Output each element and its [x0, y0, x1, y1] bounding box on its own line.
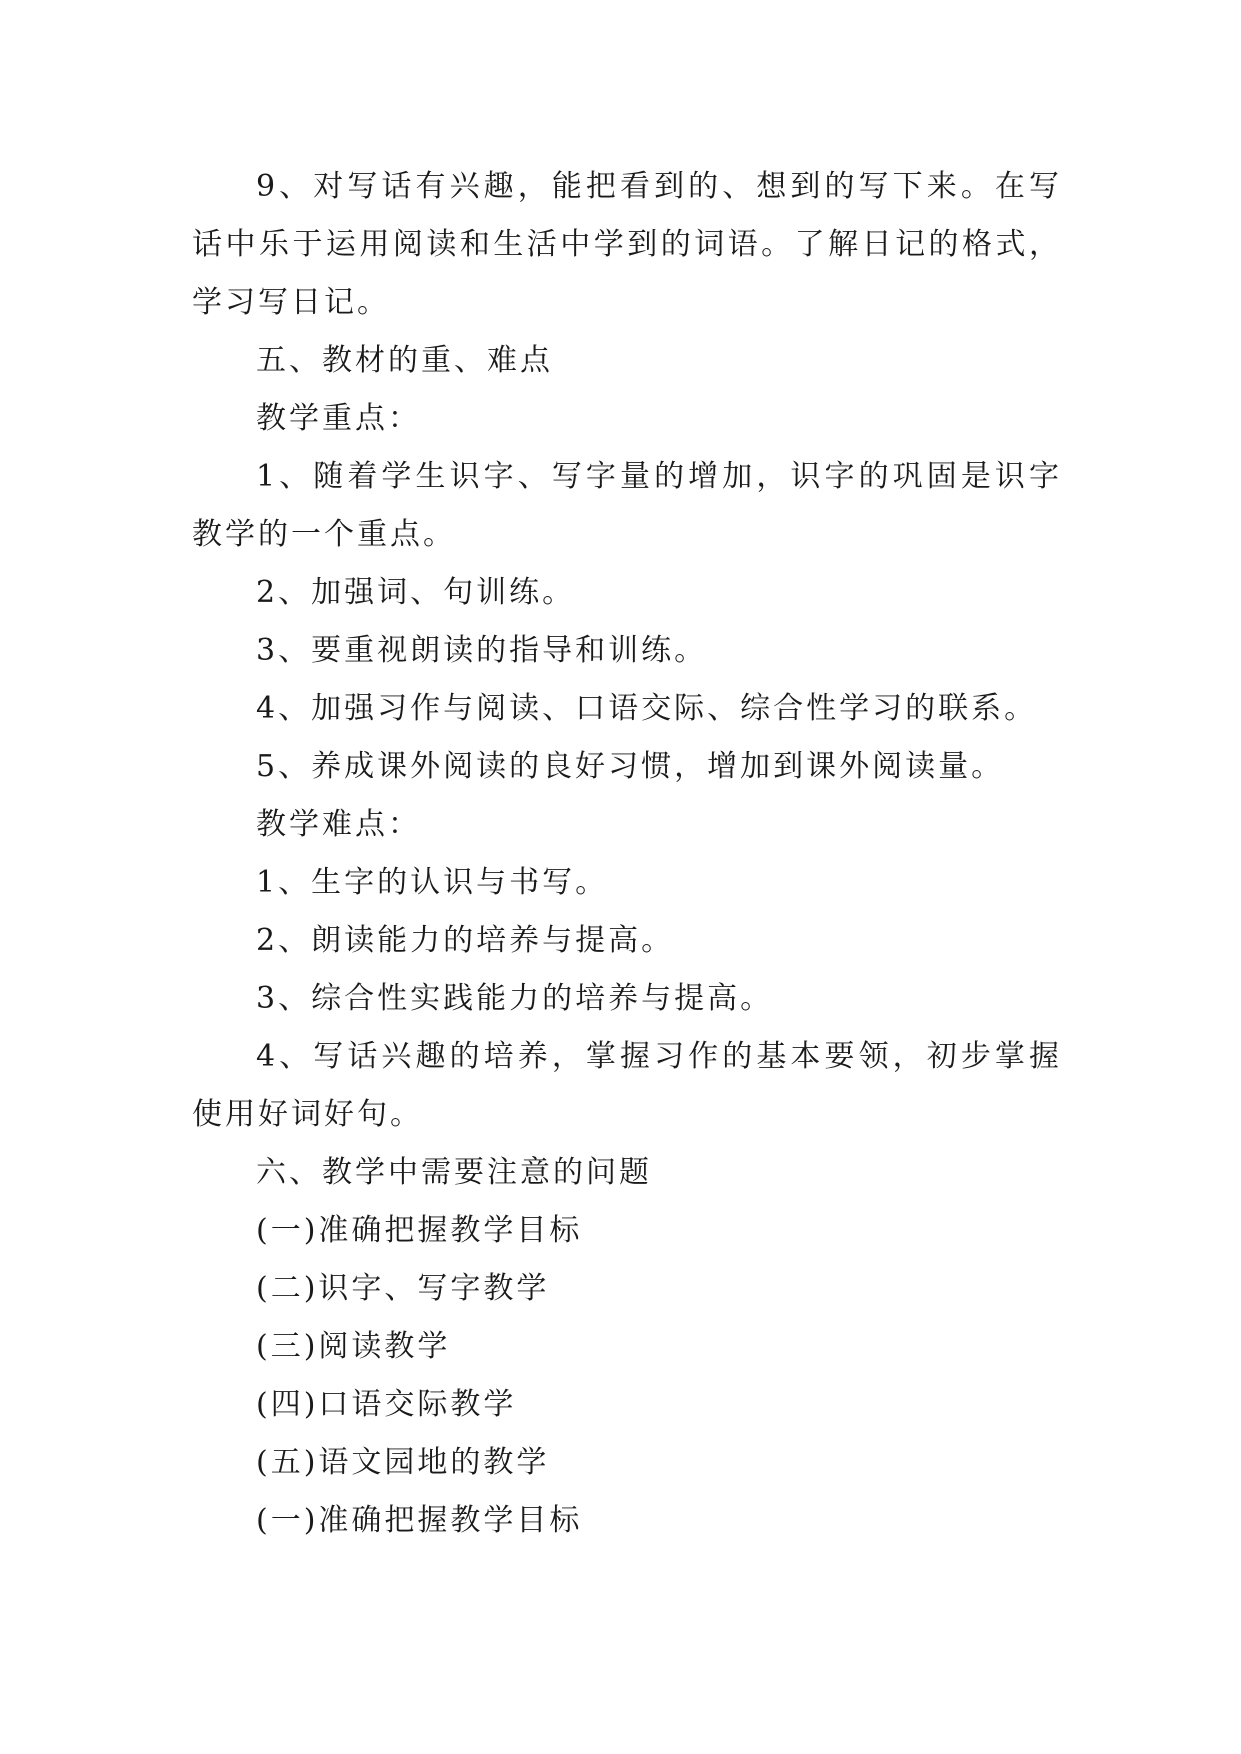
focus-item-1: 1、随着学生识字、写字量的增加，识字的巩固是识字教学的一个重点。 — [192, 459, 1062, 552]
paragraph-writing-goal: 9、对写话有兴趣，能把看到的、想到的写下来。在写话中乐于运用阅读和生活中学到的词语。了解日记的格式，学习写日记。 — [192, 169, 1062, 320]
difficulty-item-3: 3、综合性实践能力的培养与提高。 — [256, 981, 774, 1016]
focus-item-2: 2、加强词、句训练。 — [256, 575, 576, 610]
focus-item-5: 5、养成课外阅读的良好习惯，增加到课外阅读量。 — [256, 749, 1005, 784]
document-body — [192, 158, 1062, 1550]
focus-item-4: 4、加强习作与阅读、口语交际、综合性学习的联系。 — [256, 691, 1038, 726]
notes-item-3: (三)阅读教学 — [256, 1329, 451, 1364]
notes-item-5: (五)语文园地的教学 — [256, 1445, 550, 1480]
notes-item-1-repeat: (一)准确把握教学目标 — [256, 1503, 583, 1538]
subheading-teaching-focus: 教学重点： — [256, 401, 421, 436]
subheading-teaching-difficulty: 教学难点： — [256, 807, 421, 842]
difficulty-item-4: 4、写话兴趣的培养，掌握习作的基本要领，初步掌握使用好词好句。 — [192, 1039, 1062, 1132]
notes-item-2: (二)识字、写字教学 — [256, 1271, 550, 1306]
section-heading-notes: 六、教学中需要注意的问题 — [256, 1155, 652, 1190]
focus-item-3: 3、要重视朗读的指导和训练。 — [256, 633, 708, 668]
notes-item-1: (一)准确把握教学目标 — [256, 1213, 583, 1248]
section-heading-key-points: 五、教材的重、难点 — [256, 343, 553, 378]
difficulty-item-2: 2、朗读能力的培养与提高。 — [256, 923, 675, 958]
difficulty-item-1: 1、生字的认识与书写。 — [256, 865, 609, 900]
notes-item-4: (四)口语交际教学 — [256, 1387, 517, 1422]
